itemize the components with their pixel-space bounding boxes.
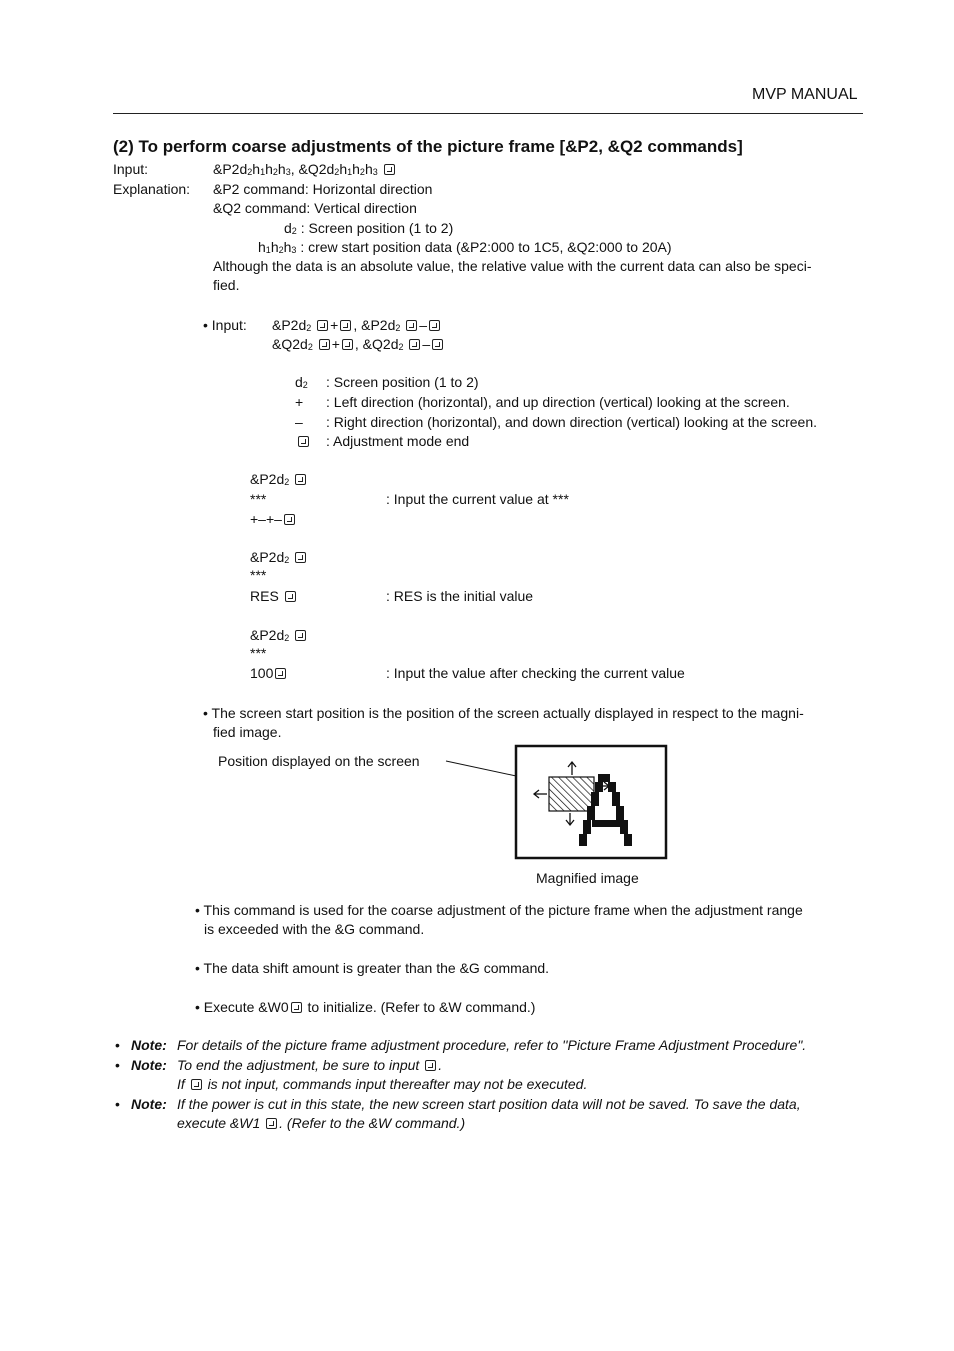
enter-key-icon (432, 339, 443, 350)
p2-cmd: &P2d (272, 317, 307, 333)
enter-key-icon (406, 320, 417, 331)
subscript: 2 (284, 555, 290, 565)
input-label: Input: (113, 161, 149, 177)
note-3-line1: If the power is cut in this state, the new screen start position data will not be saved. To save the data, (177, 1096, 801, 1112)
p2-cmd: , &P2d (353, 317, 396, 333)
legend-d-letter: d (295, 374, 303, 390)
note-3-dot: • (115, 1096, 120, 1112)
enter-key-icon (295, 474, 306, 485)
d2-subscript: 2 (291, 226, 297, 236)
enter-key-icon (429, 320, 440, 331)
example-2-action (250, 587, 298, 606)
header-rule (113, 113, 863, 114)
enter-key-icon (284, 514, 295, 525)
bullet-1-line2: is exceeded with the &G command. (204, 921, 425, 937)
h-text: : crew start position data (&P2:000 to 1C5, &Q2:000 to 20A) (300, 239, 672, 255)
legend-minus-text: : Right direction (horizontal), and down direction (vertical) looking at the screen. (326, 414, 818, 430)
example-1-action (250, 510, 297, 529)
explanation-p2: &P2 command: Horizontal direction (213, 181, 433, 197)
legend-enter-text: : Adjustment mode end (326, 433, 470, 449)
example-1-cmd (250, 470, 308, 489)
enter-key-icon (266, 1118, 277, 1129)
note-3-line2 (177, 1114, 465, 1133)
bullet-input-line1 (272, 316, 442, 335)
note-1-dot: • (115, 1037, 120, 1053)
note-1-text: For details of the picture frame adjustment procedure, refer to ''Picture Frame Adjustment Procedure". (177, 1037, 807, 1053)
enter-key-icon (275, 668, 286, 679)
example-cmd-text: &P2d (250, 471, 285, 487)
example-2-cmd (250, 548, 308, 567)
example-2-stars: *** (250, 567, 267, 583)
enter-key-icon (295, 552, 306, 563)
screen-position-box (549, 777, 594, 811)
bullet-2: • The data shift amount is greater than the &G command. (195, 960, 550, 976)
note-2-label: Note: (131, 1057, 167, 1073)
explanation-abs-line2: fied. (213, 277, 240, 293)
input-syntax (213, 160, 397, 179)
enter-key-icon (340, 320, 351, 331)
plus-sign: + (330, 317, 339, 333)
note-2-continuation (177, 1075, 587, 1094)
example-3-note: : Input the value after checking the current value (386, 665, 685, 681)
note-3-text-b: . (Refer to the &W command.) (279, 1115, 466, 1131)
bullet-3-text-a: • Execute &W0 (195, 999, 289, 1015)
example-3-action (250, 664, 288, 683)
example-3-cmd (250, 626, 308, 645)
example-1-stars: *** (250, 491, 267, 507)
bullet-input-line2 (272, 335, 445, 354)
example-cmd-text: &P2d (250, 549, 285, 565)
figure-callout: Position displayed on the screen (218, 753, 420, 769)
input-syntax-text: $\&P2d_2h_1h_2h_3$, $\&Q2d_2h_1h_2h_3$ (213, 161, 378, 177)
bullet-3-text-b: to initialize. (Refer to &W command.) (303, 999, 536, 1015)
bullet-3 (195, 998, 535, 1017)
legend-d2-text: : Screen position (1 to 2) (326, 374, 479, 390)
d2-text: : Screen position (1 to 2) (300, 220, 454, 236)
note-2-text-a: To end the adjustment, be sure to input (177, 1057, 420, 1073)
note-2-dot: • (115, 1057, 120, 1073)
example-cmd-text: &P2d (250, 627, 285, 643)
section-title: (2) To perform coarse adjustments of the picture frame [&P2, &Q2 commands] (113, 137, 743, 156)
enter-key-icon (342, 339, 353, 350)
plus-sign: + (331, 336, 340, 352)
d2-term: d (284, 220, 292, 236)
screen-note-line2: fied image. (213, 724, 282, 740)
minus-sign: – (422, 336, 431, 352)
legend-d2-term (295, 373, 308, 392)
subscript: 2 (398, 342, 404, 352)
legend-plus-term: + (295, 394, 304, 410)
explanation-h (258, 238, 672, 257)
enter-key-icon (295, 630, 306, 641)
explanation-label: Explanation: (113, 181, 191, 197)
minus-sign: – (419, 317, 428, 333)
subscript: 2 (284, 633, 290, 643)
subscript: 2 (306, 323, 312, 333)
enter-key-icon (291, 1002, 302, 1013)
explanation-q2: &Q2 command: Vertical direction (213, 200, 417, 216)
legend-plus-text: : Left direction (horizontal), and up direction (vertical) looking at the screen. (326, 394, 790, 410)
note-2-text-b: . (438, 1057, 443, 1073)
enter-key-icon (425, 1060, 436, 1071)
explanation-abs-line1: Although the data is an absolute value, the relative value with the current data can also be speci- (213, 258, 812, 274)
note-1-label: Note: (131, 1037, 167, 1053)
figure-caption: Magnified image (536, 870, 639, 886)
enter-key-icon (191, 1079, 202, 1090)
bullet-input-label: • Input: (203, 317, 247, 333)
enter-key-icon (298, 436, 309, 447)
example-2-note: : RES is the initial value (386, 588, 534, 604)
note-2-text-d: is not input, commands input thereafter may not be executed. (207, 1076, 588, 1092)
screen-note-line1: • The screen start position is the position of the screen actually displayed in respect to the magni- (203, 705, 804, 721)
q2-cmd: , &Q2d (354, 336, 399, 352)
enter-key-icon (317, 320, 328, 331)
q2-cmd: &Q2d (272, 336, 308, 352)
example-action-text: +–+– (250, 511, 282, 527)
subscript: 2 (284, 477, 290, 487)
example-action-text: RES (250, 588, 279, 604)
legend-enter-term (296, 432, 311, 451)
subscript: 2 (307, 342, 313, 352)
enter-key-icon (285, 591, 296, 602)
bullet-1-line1: • This command is used for the coarse adjustment of the picture frame when the adjustment range (195, 902, 803, 918)
note-3-text-a: execute &W1 (177, 1115, 261, 1131)
example-3-stars: *** (250, 645, 267, 661)
example-1-note: : Input the current value at *** (386, 491, 569, 507)
page-header-title: MVP MANUAL (752, 86, 858, 103)
example-action-text: 100 (250, 665, 274, 681)
enter-key-icon (409, 339, 420, 350)
h-term: $h_1h_2h_3$ (258, 239, 297, 255)
subscript: 2 (302, 380, 308, 390)
note-3-label: Note: (131, 1096, 167, 1112)
legend-minus-term: – (295, 414, 303, 430)
note-2-text-c: If (177, 1076, 185, 1092)
magnified-image-figure (440, 744, 670, 862)
note-2-text (177, 1056, 442, 1075)
subscript: 2 (395, 323, 401, 333)
enter-key-icon (384, 164, 395, 175)
explanation-d2 (284, 219, 453, 238)
enter-key-icon (319, 339, 330, 350)
